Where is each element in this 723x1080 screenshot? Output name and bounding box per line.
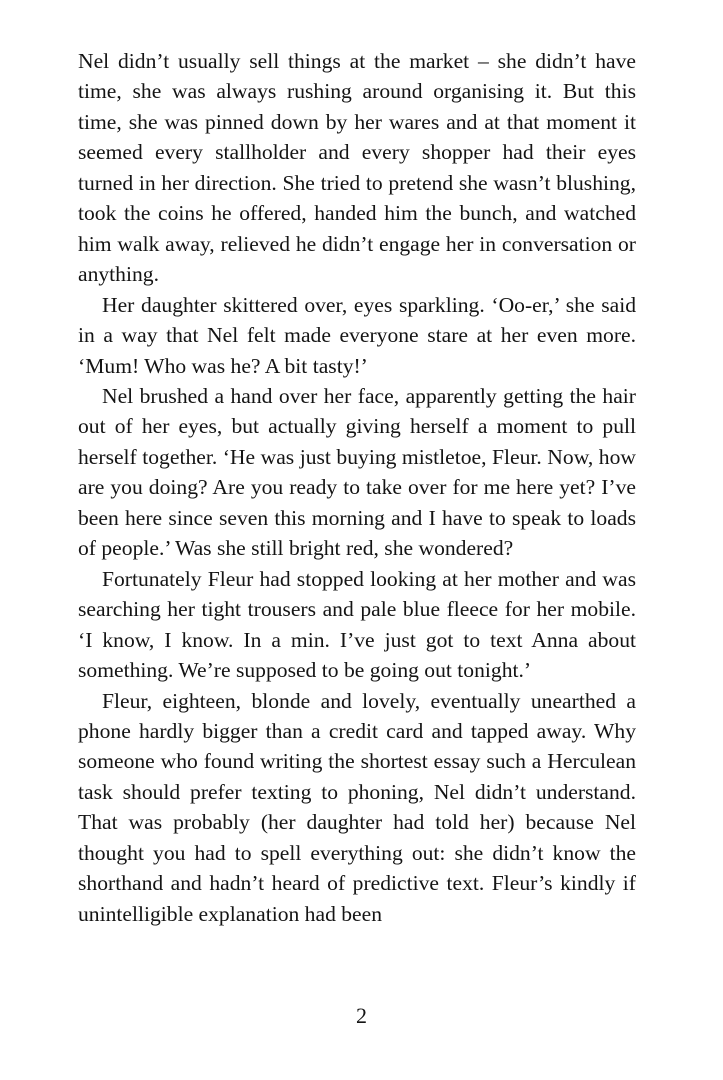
page-number: 2 — [356, 1003, 367, 1028]
paragraph-5: Fleur, eighteen, blonde and lovely, eventually unearthed a phone hardly bigger than a credit card and tapped away. Why someone who found writing the shortest essay such a Herculean task should prefer texting to phoning, Nel didn’t understand. That was probably (her daughter had told her) because Nel thought you had to spell everything out: she didn’t know the shorthand and hadn’t heard of predictive text. Fleur’s kindly if unintelligible explanation had been — [78, 688, 636, 926]
paragraph-3: Nel brushed a hand over her face, apparently getting the hair out of her eyes, but actually giving herself a moment to pull herself together. ‘He was just buying mistletoe, Fleur. Now, how are you doing? Are you ready to take over for me here yet? I’ve been here since seven this morning and I have to speak to loads of people.’ Was she still bright red, she wondered? — [78, 383, 636, 561]
paragraph-4: Fortunately Fleur had stopped looking at her mother and was searching her tight trousers and pale blue fleece for her mobile. ‘I know, I know. In a min. I’ve just got to text Anna about something. We’re supposed to be going out tonight.’ — [78, 566, 636, 683]
paragraph-2: Her daughter skittered over, eyes sparkling. ‘Oo-er,’ she said in a way that Nel felt made everyone stare at her even more. ‘Mum! Who was he? A bit tasty!’ — [78, 292, 636, 378]
paragraph-1: Nel didn’t usually sell things at the market – she didn’t have time, she was always rushing around organising it. But this time, she was pinned down by her wares and at that moment it seemed every stallholder and every shopper had their eyes turned in her direction. She tried to pretend she wasn’t blushing, took the coins he offered, handed him the bunch, and watched him walk away, relieved he didn’t engage her in conversation or anything. — [78, 49, 636, 287]
body-text — [78, 46, 636, 929]
